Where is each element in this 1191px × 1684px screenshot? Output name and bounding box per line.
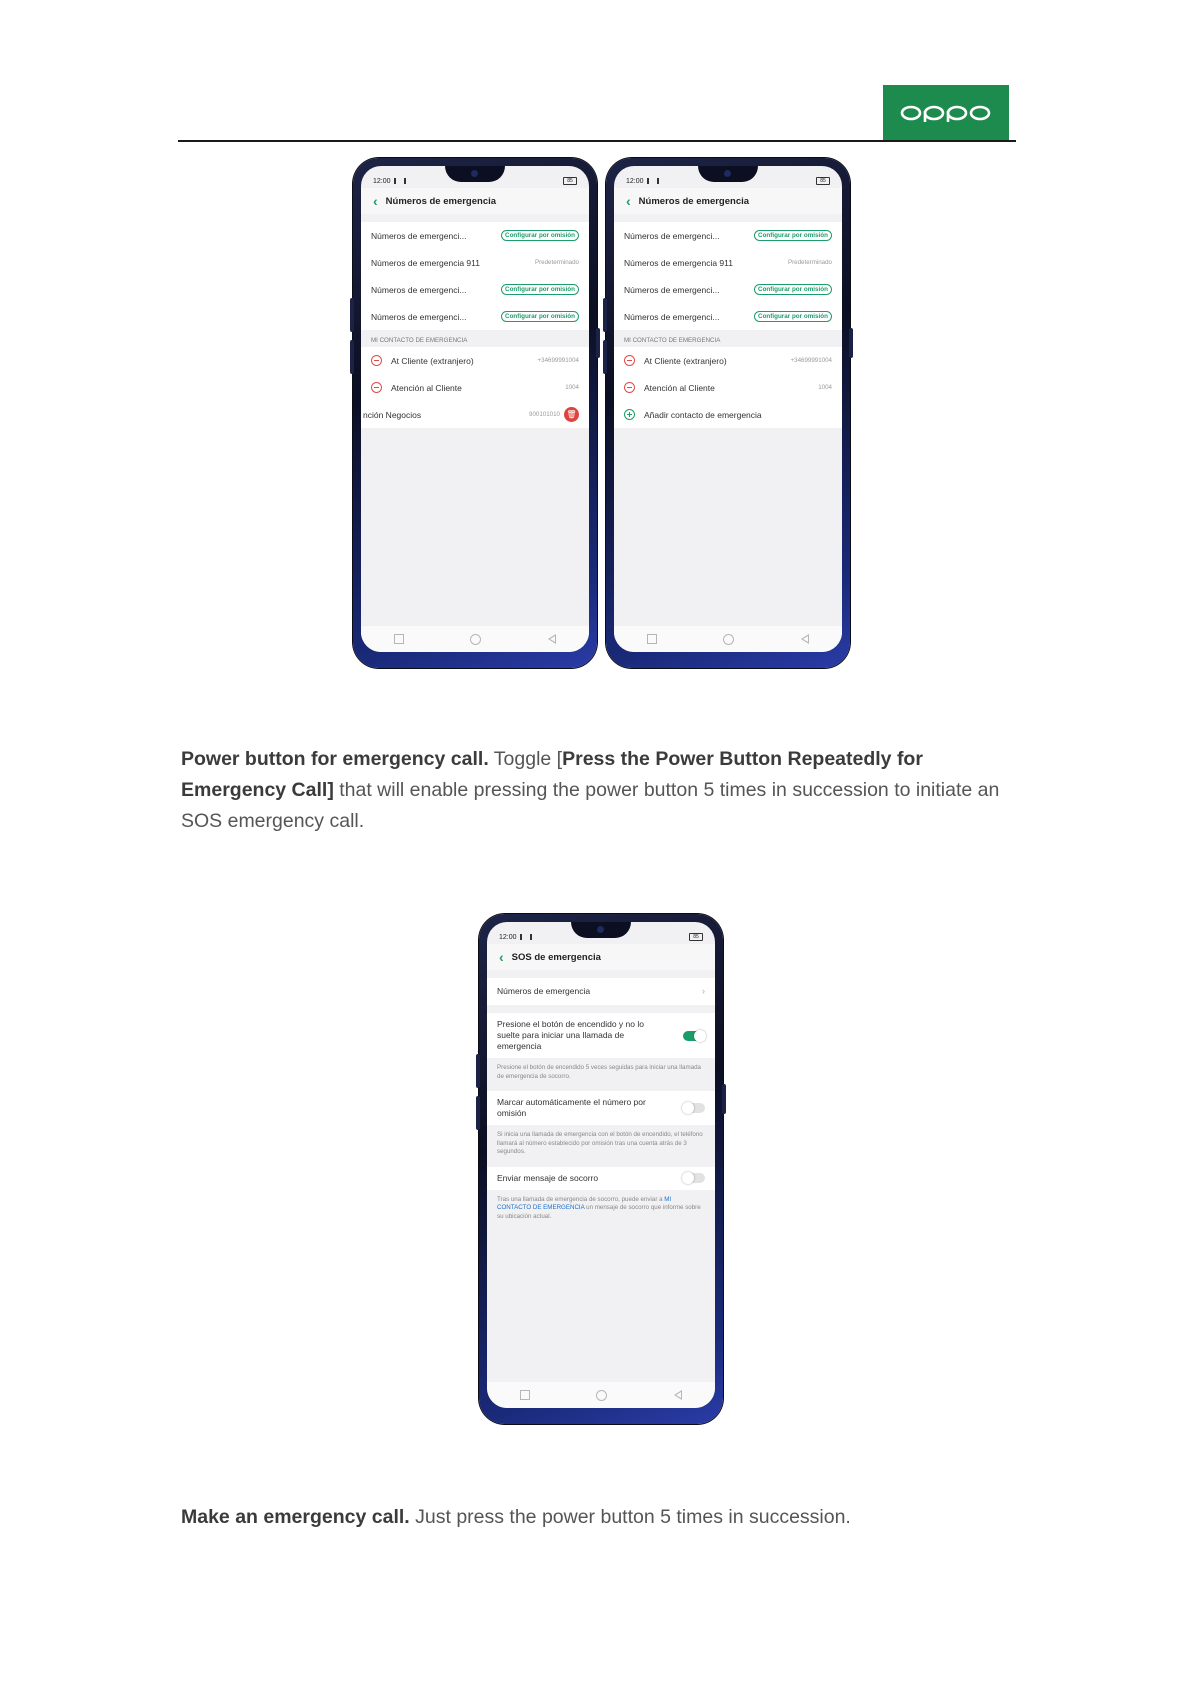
title-bar: [361, 188, 589, 214]
nav-back-icon[interactable]: [801, 634, 809, 644]
paragraph-lead: Make an emergency call.: [181, 1506, 410, 1528]
status-time: 12:00: [499, 933, 517, 941]
recent-apps-icon[interactable]: [394, 634, 404, 644]
side-button: [350, 298, 354, 332]
status-bar: [626, 176, 830, 186]
battery-icon: 85: [689, 933, 703, 941]
setting-hold-power[interactable]: Presione el botón de encendido y no lo suelte para iniciar una llamada de emergencia: [487, 1013, 715, 1058]
status-bar: [499, 932, 703, 942]
power-button: [722, 1084, 726, 1114]
emergency-contacts-list: [614, 347, 842, 428]
side-button: [476, 1054, 480, 1088]
paragraph-emergency-call: Make an emergency call. Just press the power button 5 times in succession.: [181, 1506, 851, 1528]
battery-icon: 85: [563, 177, 577, 185]
recent-apps-icon[interactable]: [647, 634, 657, 644]
home-icon[interactable]: [470, 634, 481, 645]
chevron-right-icon: ›: [702, 986, 705, 996]
page-title: Números de emergencia: [385, 195, 497, 207]
list-item[interactable]: Números de emergenci... Configurar por omisión: [361, 303, 589, 330]
set-default-button[interactable]: Configurar por omisión: [754, 230, 832, 241]
phone-mockup-1: [353, 158, 597, 668]
emergency-contact-link[interactable]: MI CONTACTO DE EMERGENCIA: [497, 1195, 672, 1211]
title-bar: [614, 188, 842, 214]
status-time: 12:00: [373, 177, 391, 185]
phone-mockup-3: [479, 914, 723, 1424]
emergency-numbers-row[interactable]: Números de emergencia ›: [487, 978, 715, 1005]
list-item[interactable]: Números de emergencia 911 Predeterminado: [371, 257, 579, 268]
contact-row[interactable]: At Cliente (extranjero) +34699991004: [361, 347, 589, 374]
nav-back-icon[interactable]: [548, 634, 556, 644]
contact-row[interactable]: Atención al Cliente 1004: [361, 374, 589, 401]
paragraph-power-button: Power button for emergency call. Toggle [Press the Power Button Repeatedly for Emergency Call] that will enable pressing the power button 5 times in succession to initiate an SOS emergency call.: [181, 748, 1000, 832]
set-default-button[interactable]: Configurar por omisión: [501, 311, 579, 322]
list-item[interactable]: Números de emergenci... Configurar por omisión: [614, 222, 842, 249]
nav-bar: [361, 626, 589, 652]
side-button: [476, 1096, 480, 1130]
page-title: SOS de emergencia: [511, 951, 601, 963]
phone-screen: [361, 166, 589, 652]
setting-send-message[interactable]: Enviar mensaje de socorro: [487, 1167, 715, 1190]
trash-icon[interactable]: 🗑: [564, 407, 579, 422]
power-button: [596, 328, 600, 358]
send-message-toggle[interactable]: [683, 1173, 705, 1183]
remove-icon[interactable]: [371, 382, 382, 393]
status-bar: [373, 176, 577, 186]
remove-icon[interactable]: [371, 355, 382, 366]
hold-power-toggle[interactable]: [683, 1031, 705, 1041]
home-icon[interactable]: [723, 634, 734, 645]
back-arrow-icon[interactable]: ‹: [499, 949, 504, 965]
back-arrow-icon[interactable]: ‹: [373, 193, 378, 209]
side-button: [603, 340, 607, 374]
list-item[interactable]: Números de emergencia 911 Predeterminado: [624, 257, 832, 268]
phone-screen: [487, 922, 715, 1408]
set-default-button[interactable]: Configurar por omisión: [501, 230, 579, 241]
back-arrow-icon[interactable]: ‹: [626, 193, 631, 209]
list-item[interactable]: Números de emergenci... Configurar por omisión: [361, 276, 589, 303]
emergency-contacts-list: [361, 347, 589, 428]
list-item[interactable]: Números de emergenci... Configurar por omisión: [361, 222, 589, 249]
nav-back-icon[interactable]: [674, 1390, 682, 1400]
recent-apps-icon[interactable]: [520, 1390, 530, 1400]
default-badge: Predeterminado: [787, 259, 832, 266]
setting-description: Si inicia una llamada de emergencia con el botón de encendido, el teléfono llamará al número establecido por omisión tras una cuenta atrás de 3 segundos.: [497, 1131, 703, 1155]
set-default-button[interactable]: Configurar por omisión: [754, 311, 832, 322]
auto-dial-toggle[interactable]: [683, 1103, 705, 1113]
battery-icon: 85: [816, 177, 830, 185]
status-time: 12:00: [626, 177, 644, 185]
paragraph-lead: Power button for emergency call.: [181, 748, 489, 770]
page-title: Números de emergencia: [638, 195, 750, 207]
setting-description: Presione el botón de encendido 5 veces seguidas para iniciar una llamada de emergencia de socorro.: [497, 1064, 701, 1080]
oppo-logo: [883, 85, 1009, 140]
emergency-numbers-list: [361, 222, 589, 330]
set-default-button[interactable]: Configurar por omisión: [754, 284, 832, 295]
phone-screen: [614, 166, 842, 652]
contact-row[interactable]: At Cliente (extranjero) +34699991004: [614, 347, 842, 374]
contact-row-swiped[interactable]: nción Negocios 900101010 🗑: [361, 401, 589, 428]
signal-icon: [394, 178, 406, 184]
phone-mockup-2: [606, 158, 850, 668]
setting-auto-dial[interactable]: Marcar automáticamente el número por omisión: [487, 1091, 715, 1125]
list-item[interactable]: Números de emergenci... Configurar por omisión: [614, 276, 842, 303]
header-divider: [178, 140, 1016, 142]
oppo-logo-icon: [900, 103, 992, 123]
nav-bar: [487, 1382, 715, 1408]
emergency-numbers-list: [614, 222, 842, 330]
contact-row[interactable]: Atención al Cliente 1004: [614, 374, 842, 401]
remove-icon[interactable]: [624, 382, 635, 393]
side-button: [350, 340, 354, 374]
set-default-button[interactable]: Configurar por omisión: [501, 284, 579, 295]
option-name: Press the Power Button Repeatedly for Emergency Call]: [181, 748, 923, 801]
signal-icon: [520, 934, 532, 940]
default-badge: Predeterminado: [534, 259, 579, 266]
remove-icon[interactable]: [624, 355, 635, 366]
nav-bar: [614, 626, 842, 652]
side-button: [603, 298, 607, 332]
section-header: MI CONTACTO DE EMERGENCIA: [361, 330, 589, 347]
signal-icon: [647, 178, 659, 184]
home-icon[interactable]: [596, 1390, 607, 1401]
list-item[interactable]: Números de emergenci... Configurar por omisión: [614, 303, 842, 330]
setting-description: Tras una llamada de emergencia de socorro, puede enviar a MI CONTACTO DE EMERGENCIA un mensaje de socorro que informe sobre su ubicación actual.: [497, 1195, 701, 1220]
add-contact-row[interactable]: Añadir contacto de emergencia: [614, 401, 842, 428]
power-button: [849, 328, 853, 358]
add-icon: [624, 409, 635, 420]
section-header: MI CONTACTO DE EMERGENCIA: [614, 330, 842, 347]
title-bar: [487, 944, 715, 970]
